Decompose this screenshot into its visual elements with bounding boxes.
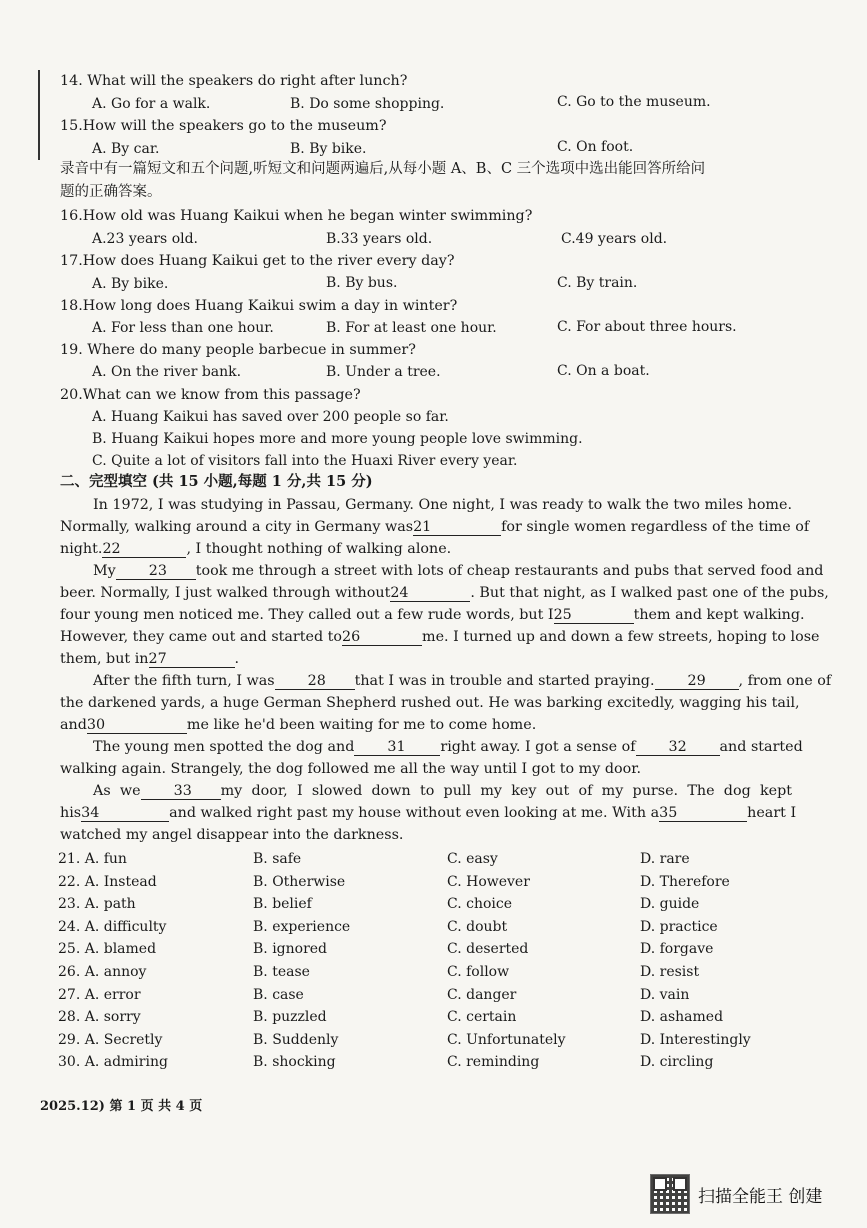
passage-line	[60, 694, 800, 712]
passage-text: them and kept walking.	[633, 607, 805, 623]
q14-option-b: B. Do some shopping.	[290, 96, 445, 112]
blank-26[interactable]: 26	[342, 630, 422, 646]
option-22-c: C. However	[447, 873, 530, 890]
option-28-a: 28. A. sorry	[58, 1009, 141, 1026]
q19-option-b: B. Under a tree.	[326, 364, 441, 380]
passage-line	[60, 628, 820, 646]
qr-code-icon	[650, 1174, 690, 1214]
option-25-c: C. deserted	[447, 941, 529, 958]
passage-line	[60, 826, 792, 844]
option-23-c: C. choice	[447, 896, 513, 913]
q14-option-c: C. Go to the museum.	[557, 94, 711, 110]
q16-option-a: A.23 years old.	[92, 231, 199, 247]
passage-text: them, but in	[60, 651, 149, 667]
option-23-b: B. belief	[253, 896, 312, 913]
blank-23[interactable]: 23	[116, 564, 196, 580]
q16-stem: 16.How old was Huang Kaikui when he began winter swimming?	[60, 208, 533, 224]
option-21-c: C. easy	[447, 851, 498, 867]
q20-option-b: B. Huang Kaikui hopes more and more young people love swimming.	[92, 431, 583, 447]
passage-line	[60, 716, 792, 734]
blank-30[interactable]: 30	[87, 718, 187, 734]
q18-option-c: C. For about three hours.	[557, 319, 737, 335]
margin-line	[38, 70, 40, 160]
option-27-a: 27. A. error	[58, 986, 141, 1003]
passage-text: , from one of	[738, 673, 832, 689]
passage-line	[60, 804, 797, 822]
option-30-b: B. shocking	[253, 1054, 336, 1071]
passage-text: My	[93, 563, 116, 579]
passage-text: right away. I got a sense of	[440, 739, 636, 755]
passage-line	[60, 606, 805, 624]
passage-text: , I thought nothing of walking alone.	[186, 541, 452, 557]
passage-line	[60, 672, 832, 690]
passage-text: me. I turned up and down a few streets, hoping to lose	[422, 629, 820, 645]
passage-text: that I was in trouble and started praying.	[354, 673, 655, 689]
passage-line	[60, 540, 792, 558]
page-footer: 2025.12) 第 1 页 共 4 页	[40, 1099, 203, 1114]
option-23-a: 23. A. path	[58, 896, 136, 913]
q17-option-a: A. By bike.	[92, 276, 169, 292]
option-26-c: C. follow	[447, 964, 510, 980]
q17-stem: 17.How does Huang Kaikui get to the river every day?	[60, 253, 455, 269]
q16-option-c: C.49 years old.	[561, 231, 668, 247]
passage-text: the darkened yards, a huge German Shepherd rushed out. He was barking excitedly, wagging his tail,	[60, 695, 800, 711]
option-26-b: B. tease	[253, 964, 310, 980]
blank-28[interactable]: 28	[275, 674, 355, 690]
option-28-b: B. puzzled	[253, 1009, 327, 1026]
option-28-d: D. ashamed	[640, 1009, 724, 1026]
passage-line	[60, 760, 792, 778]
option-28-c: C. certain	[447, 1009, 517, 1026]
q19-option-c: C. On a boat.	[557, 363, 650, 379]
passage-text: and walked right past my house without even looking at me. With a	[169, 805, 660, 821]
q20-option-a: A. Huang Kaikui has saved over 200 people so far.	[92, 409, 449, 425]
option-24-b: B. experience	[253, 918, 351, 935]
option-26-d: D. resist	[640, 964, 700, 980]
q20-option-c: C. Quite a lot of visitors fall into the Huaxi River every year.	[92, 453, 518, 469]
instruction-line-1: 录音中有一篇短文和五个问题,听短文和问题两遍后,从每小题 A、B、C 三个选项中选出能回答所给问	[60, 161, 706, 177]
passage-line	[60, 584, 829, 602]
option-22-d: D. Therefore	[640, 873, 730, 890]
blank-25[interactable]: 25	[554, 608, 634, 624]
option-29-b: B. Suddenly	[253, 1031, 339, 1048]
q19-stem: 19. Where do many people barbecue in summer?	[60, 342, 416, 358]
option-27-c: C. danger	[447, 986, 517, 1003]
passage-text: and	[60, 717, 87, 733]
section-title: 二、完型填空 (共 15 小题,每题 1 分,共 15 分)	[60, 473, 373, 490]
passage-text: .	[234, 651, 240, 667]
passage-text: four young men noticed me. They called out a few rude words, but I	[60, 607, 554, 623]
passage-text: After the fifth turn, I was	[93, 673, 275, 689]
option-21-b: B. safe	[253, 851, 302, 867]
q17-option-b: B. By bus.	[326, 275, 398, 291]
passage-text: my door, I slowed down to pull my key out of my purse. The dog kept	[220, 783, 793, 799]
blank-32[interactable]: 32	[636, 740, 720, 756]
q14-option-a: A. Go for a walk.	[92, 96, 211, 112]
blank-33[interactable]: 33	[141, 784, 221, 800]
blank-29[interactable]: 29	[655, 674, 739, 690]
passage-line	[60, 496, 792, 514]
option-29-a: 29. A. Secretly	[58, 1031, 163, 1048]
passage-text: walking again. Strangely, the dog followed me all the way until I got to my door.	[60, 761, 642, 777]
option-22-a: 22. A. Instead	[58, 873, 157, 890]
passage-line	[60, 518, 810, 536]
blank-34[interactable]: 34	[81, 806, 169, 822]
option-21-a: 21. A. fun	[58, 851, 127, 867]
q15-option-c: C. On foot.	[557, 139, 634, 155]
scanner-watermark	[650, 1174, 822, 1214]
q18-option-a: A. For less than one hour.	[92, 320, 274, 336]
q17-option-c: C. By train.	[557, 275, 638, 291]
option-29-d: D. Interestingly	[640, 1031, 751, 1048]
passage-text: The young men spotted the dog and	[93, 739, 355, 755]
option-22-b: B. Otherwise	[253, 873, 346, 890]
q18-stem: 18.How long does Huang Kaikui swim a day in winter?	[60, 298, 458, 314]
option-24-d: D. practice	[640, 918, 718, 935]
q16-option-b: B.33 years old.	[326, 231, 433, 247]
passage-line	[60, 782, 792, 800]
blank-31[interactable]: 31	[354, 740, 440, 756]
passage-line	[60, 562, 824, 580]
instruction-line-2: 题的正确答案。	[60, 184, 162, 200]
option-27-b: B. case	[253, 986, 304, 1003]
q15-stem: 15.How will the speakers go to the museum?	[60, 118, 387, 134]
passage-text: . But that night, as I walked past one of the pubs,	[470, 585, 829, 601]
option-25-b: B. ignored	[253, 941, 328, 958]
option-23-d: D. guide	[640, 896, 700, 913]
option-30-a: 30. A. admiring	[58, 1054, 168, 1071]
blank-21[interactable]: 21	[413, 520, 501, 536]
passage-text: heart I	[747, 805, 797, 821]
blank-35[interactable]: 35	[659, 806, 747, 822]
q15-option-a: A. By car.	[92, 141, 160, 157]
passage-text: However, they came out and started to	[60, 629, 343, 645]
passage-text: for single women regardless of the time of	[501, 519, 810, 535]
watermark-text: 扫描全能王 创建	[698, 1186, 823, 1207]
q15-option-b: B. By bike.	[290, 141, 367, 157]
option-29-c: C. Unfortunately	[447, 1031, 566, 1048]
option-25-a: 25. A. blamed	[58, 941, 157, 958]
passage-text: took me through a street with lots of cheap restaurants and pubs that served food and	[195, 563, 824, 579]
option-24-a: 24. A. difficulty	[58, 918, 167, 935]
passage-text: As we	[93, 783, 141, 799]
passage-text: In 1972, I was studying in Passau, Germany. One night, I was ready to walk the two miles home.	[93, 497, 792, 513]
option-21-d: D. rare	[640, 851, 690, 867]
passage-text: and started	[719, 739, 803, 755]
blank-24[interactable]: 24	[390, 586, 470, 602]
passage-text: night.	[60, 541, 103, 557]
option-30-d: D. circling	[640, 1054, 714, 1071]
q19-option-a: A. On the river bank.	[92, 364, 242, 380]
passage-line	[60, 650, 792, 668]
q14-stem: 14. What will the speakers do right after lunch?	[60, 73, 408, 89]
passage-text: me like he'd been waiting for me to come home.	[186, 717, 537, 733]
option-27-d: D. vain	[640, 986, 690, 1003]
q18-option-b: B. For at least one hour.	[326, 320, 497, 336]
passage-text: watched my angel disappear into the darkness.	[60, 827, 404, 843]
passage-text: his	[60, 805, 82, 821]
option-24-c: C. doubt	[447, 918, 508, 935]
option-30-c: C. reminding	[447, 1054, 540, 1071]
q20-stem: 20.What can we know from this passage?	[60, 387, 361, 403]
passage-line	[60, 738, 803, 756]
passage-text: Normally, walking around a city in Germany was	[60, 519, 414, 535]
option-25-d: D. forgave	[640, 941, 714, 958]
blank-27[interactable]: 27	[149, 652, 235, 668]
passage-text: beer. Normally, I just walked through without	[60, 585, 391, 601]
option-26-a: 26. A. annoy	[58, 964, 147, 980]
blank-22[interactable]: 22	[102, 542, 186, 558]
